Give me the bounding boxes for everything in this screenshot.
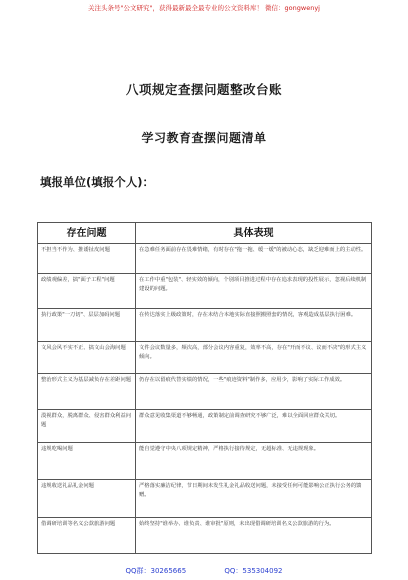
detail-cell: 群众意见收集渠道不够畅通，政策制定前调查研究不够广泛，难以全面回应群众关切。 <box>136 410 372 443</box>
table-row <box>38 480 372 518</box>
detail-cell: 始终坚持"谁举办、谁负责、谁审批"原则，未出现借调研培训名义公款旅游的行为。 <box>136 518 372 554</box>
column-header-detail: 具体表现 <box>136 223 372 244</box>
table-row <box>38 244 372 274</box>
filler-label: 填报单位(填报个人)： <box>40 175 155 189</box>
issues-table <box>37 222 372 554</box>
table-row <box>38 309 372 342</box>
qq-group-text: QQ群：30265665 <box>125 567 187 575</box>
table-row <box>38 443 372 480</box>
problem-cell: 执行政策"一刀切"、层层加码问题 <box>38 309 136 342</box>
problem-cell: 文风会风不实不正、搞文山会海问题 <box>38 342 136 374</box>
detail-cell: 严格落实廉洁纪律，节日期间未发生礼金礼品收送问题，未接受任何可能影响公正执行公务的馈赠。 <box>136 480 372 518</box>
table-row <box>38 518 372 554</box>
problem-cell: 违规收送礼品礼金问题 <box>38 480 136 518</box>
detail-cell: 仍存在以留痕代替实绩的情况，一些"痕迹资料"制作多，应用少，影响了实际工作成效。 <box>136 374 372 410</box>
problem-cell: 不担当不作为、推诿扯皮问题 <box>38 244 136 274</box>
problem-cell: 整治形式主义为基层减负存在差距问题 <box>38 374 136 410</box>
table-row <box>38 374 372 410</box>
qq-text: QQ：535304092 <box>224 567 283 575</box>
table-row <box>38 410 372 443</box>
detail-cell: 在急难任务面前存在畏难情绪，有时存在"拖一拖、缓一缓"的被动心态，缺乏迎难而上的主动性。 <box>136 244 372 274</box>
problem-cell: 借调研培训等名义公款旅游问题 <box>38 518 136 554</box>
column-header-problem: 存在问题 <box>38 223 136 244</box>
page-title: 八项规定查摆问题整改台账 <box>125 82 282 97</box>
detail-cell: 能自觉遵守中央八项规定精神，严格执行接待规定，无超标准、无违规现象。 <box>136 443 372 480</box>
table-header-row <box>38 223 372 244</box>
problem-cell: 政绩观偏差，搞"面子工程"问题 <box>38 274 136 309</box>
table-row <box>38 342 372 374</box>
page-subtitle: 学习教育查摆问题清单 <box>141 131 267 145</box>
footer-contact <box>0 566 408 576</box>
detail-cell: 在工作中重"包装"、轻实效的倾向，个别项目推进过程中存在追求表现的投性展示，忽视后续机制建设的问题。 <box>136 274 372 309</box>
table-row <box>38 274 372 309</box>
header-banner: 关注头条号"公文研究"，获得最新最全最专业的公文资料库！ 微信：gongwenyj <box>88 4 320 12</box>
problem-cell: 违规吃喝问题 <box>38 443 136 480</box>
detail-cell: 文件会议数量多，频次高，部分会议内容重复，效率不高，存在"开而不议、议而不决"的形式主义倾向。 <box>136 342 372 374</box>
detail-cell: 在传达落实上级政策时，存在未结合本地实际直接照搬照套的情况，客观造成基层执行困难。 <box>136 309 372 342</box>
problem-cell: 漠视群众，脱离群众、侵害群众利益问题 <box>38 410 136 443</box>
